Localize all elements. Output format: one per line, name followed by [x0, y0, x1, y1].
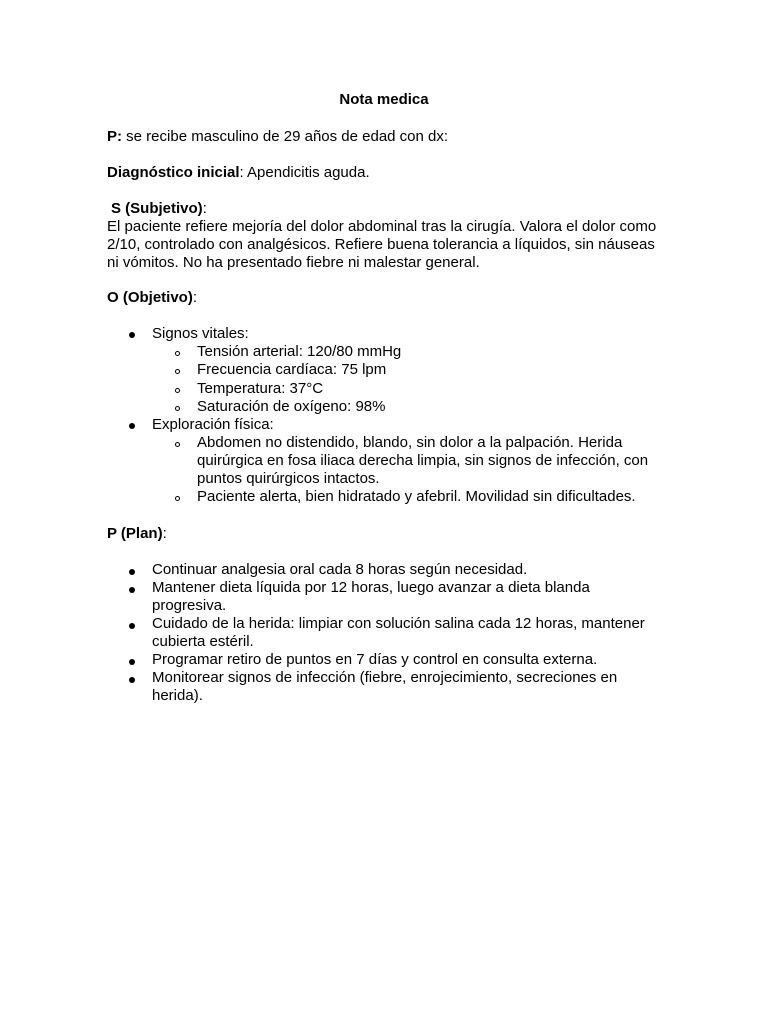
bullet-icon: [129, 423, 135, 429]
plan-item-line: Monitorear signos de infección (fiebre, enrojecimiento, secreciones en: [152, 669, 618, 686]
diagnosis-text: : Apendicitis aguda.: [239, 164, 370, 181]
objective-label: O (Objetivo): [107, 289, 193, 306]
exam-item-line: Paciente alerta, bien hidratado y afebril. Movilidad sin dificultades.: [197, 488, 636, 505]
vital-item: Temperatura: 37°C: [197, 380, 324, 397]
subjective-text-line: 2/10, controlado con analgésicos. Refiere buena tolerancia a líquidos, sin náuseas: [107, 236, 655, 253]
subjective-label: S (Subjetivo): [111, 200, 203, 217]
bullet-icon: [129, 587, 135, 593]
vital-item: Frecuencia cardíaca: 75 lpm: [197, 361, 387, 378]
plan-item-line: progresiva.: [152, 597, 227, 614]
bullet-icon: [129, 659, 135, 665]
vital-item: Saturación de oxígeno: 98%: [197, 398, 386, 415]
bullet-icon: [129, 677, 135, 683]
exam-heading: Exploración física:: [152, 416, 274, 433]
document-title: Nota medica: [339, 91, 429, 108]
bullet-icon: [129, 332, 135, 338]
subjective-heading: [111, 200, 207, 218]
plan-item-line: Cuidado de la herida: limpiar con solución salina cada 12 horas, mantener: [152, 615, 645, 632]
plan-label: P (Plan): [107, 525, 163, 542]
subjective-text-line: ni vómitos. No ha presentado fiebre ni malestar general.: [107, 254, 480, 271]
patient-line: [107, 128, 448, 146]
plan-item-line: herida).: [152, 687, 203, 704]
exam-item-line: puntos quirúrgicos intactos.: [197, 470, 380, 487]
plan-colon: :: [162, 525, 167, 542]
objective-colon: :: [192, 289, 198, 306]
bullet-icon: [129, 623, 135, 629]
patient-label: P:: [107, 128, 122, 145]
vital-item: Tensión arterial: 120/80 mmHg: [197, 343, 402, 360]
circle-bullet-icon: [175, 442, 180, 447]
subjective-colon: :: [202, 200, 207, 217]
exam-item-line: quirúrgica en fosa iliaca derecha limpia, sin signos de infección, con: [197, 452, 649, 469]
exam-item-line: Abdomen no distendido, blando, sin dolor a la palpación. Herida: [197, 434, 623, 451]
circle-bullet-icon: [175, 369, 180, 374]
diagnosis-line: [107, 164, 370, 182]
patient-text: se recibe masculino de 29 años de edad con dx:: [122, 128, 449, 145]
vitals-heading: Signos vitales:: [152, 325, 249, 342]
subjective-text-line: El paciente refiere mejoría del dolor abdominal tras la cirugía. Valora el dolor como: [107, 218, 657, 235]
circle-bullet-icon: [175, 406, 180, 411]
diagnosis-label: Diagnóstico inicial: [107, 164, 240, 181]
bullet-icon: [129, 569, 135, 575]
plan-item-line: cubierta estéril.: [152, 633, 254, 650]
circle-bullet-icon: [175, 388, 180, 393]
circle-bullet-icon: [175, 351, 180, 356]
plan-item-line: Continuar analgesia oral cada 8 horas según necesidad.: [152, 561, 528, 578]
plan-item-line: Programar retiro de puntos en 7 días y control en consulta externa.: [152, 651, 598, 668]
objective-heading: [107, 289, 197, 307]
plan-heading: [107, 525, 167, 543]
plan-item-line: Mantener dieta líquida por 12 horas, luego avanzar a dieta blanda: [152, 579, 590, 596]
circle-bullet-icon: [175, 496, 180, 501]
